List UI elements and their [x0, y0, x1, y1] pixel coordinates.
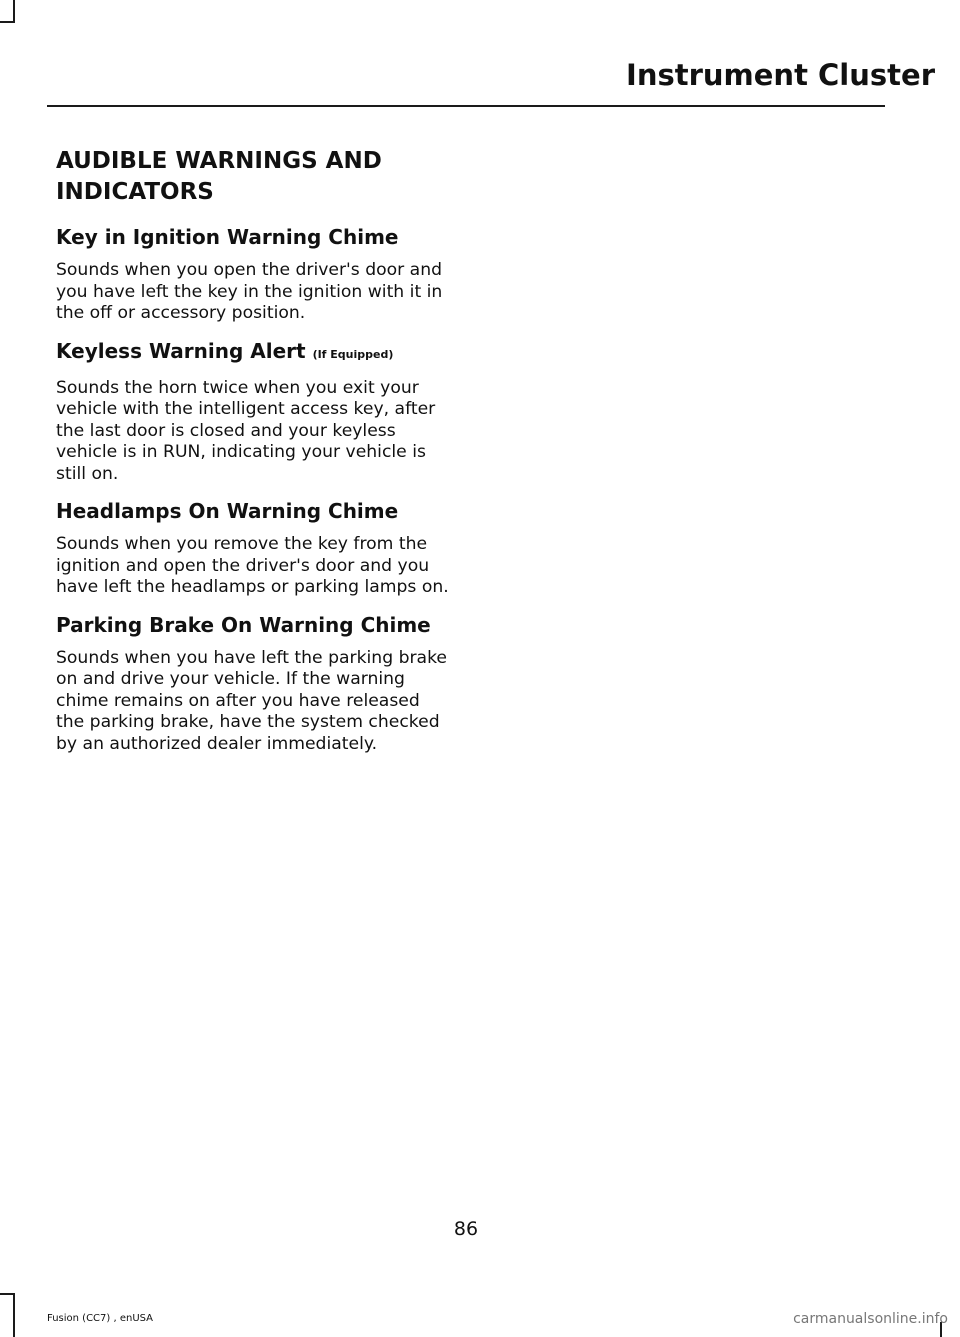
subsection-heading	[56, 498, 451, 524]
section-title: AUDIBLE WARNINGS AND INDICATORS	[56, 148, 382, 205]
subsection-key-in-ignition	[56, 224, 451, 325]
subsection-headlamps-on	[56, 498, 451, 599]
subsection-heading	[56, 612, 451, 638]
subsection-heading-text: Parking Brake On Warning Chime	[56, 612, 431, 637]
crop-mark-top-left-h	[0, 21, 15, 23]
crop-mark-bottom-left-h	[0, 1293, 15, 1295]
subsection-body: Sounds the horn twice when you exit your vehicle with the intelligent access key, after the last door is closed and your keyless vehicle is in RUN, indicating your vehicle is still on.	[56, 377, 436, 484]
page-number: 86	[453, 1218, 479, 1240]
subsection-body: Sounds when you open the driver's door and you have left the key in the ignition with it in the off or accessory position.	[56, 260, 443, 323]
subsection-parking-brake	[56, 612, 451, 756]
edition-label: Fusion (CC7) , enUSA	[47, 1313, 154, 1324]
header-divider	[47, 105, 885, 107]
subsection-heading	[56, 224, 451, 250]
subsection-heading-text: Key in Ignition Warning Chime	[56, 225, 399, 249]
subsection-body: Sounds when you have left the parking brake on and drive your vehicle. If the warning chime remains on after you have released the parking brake, have the system checked by an authorized dealer immediately.	[56, 647, 447, 754]
subsection-keyless-warning	[56, 338, 451, 486]
subsection-qualifier: (If Equipped)	[312, 347, 394, 361]
subsection-body: Sounds when you remove the key from the ignition and open the driver's door and you have left the headlamps or parking lamps on.	[56, 534, 449, 597]
subsection-heading-text: Headlamps On Warning Chime	[56, 499, 399, 523]
crop-mark-bottom-left	[13, 1293, 15, 1337]
subsection-heading-text: Keyless Warning Alert	[56, 338, 306, 363]
subsection-heading	[56, 338, 451, 368]
running-header-title: Instrument Cluster	[626, 58, 935, 92]
crop-mark-top-left	[13, 0, 15, 22]
watermark-link[interactable]: carmanualsonline.info	[793, 1311, 948, 1327]
content-column	[56, 146, 451, 768]
